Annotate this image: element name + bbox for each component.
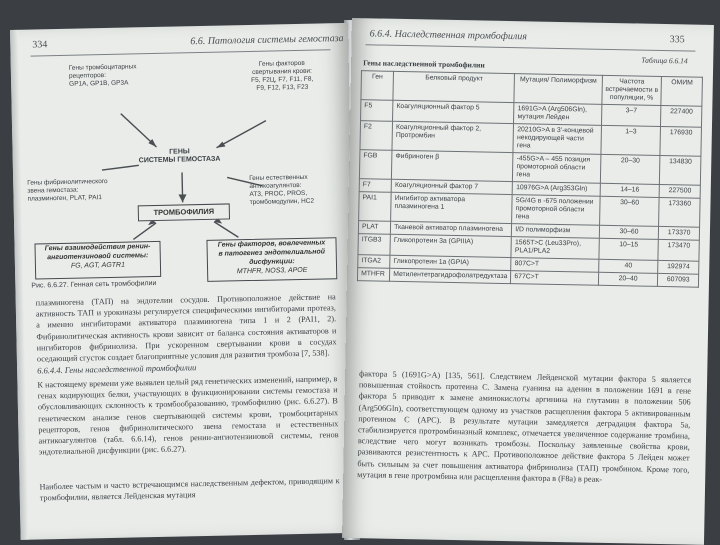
cell-mutation: 20210G>A в 3'-концевой некодирующей части гена <box>513 124 601 155</box>
fibrinolytic-genes-label: Гены фибринолитического звена гемостаза: плазминоген, PLAT, PAI1 <box>27 177 108 203</box>
cell-omim: 192974 <box>658 260 699 274</box>
cell-omim: 227500 <box>660 184 701 198</box>
cell-frequency: 30–60 <box>599 225 659 239</box>
platelet-receptor-genes-label: Гены тромбоцитарных рецепторов: GP1A, GP1B, GP3A <box>68 63 137 88</box>
cell-protein: Коагуляционный фактор 5 <box>393 100 515 123</box>
cell-omim: 134830 <box>660 155 701 185</box>
thrombophilia-gene-network-diagram <box>25 57 340 293</box>
col-header-frequency: Частота встречаемости в популяции, % <box>602 75 662 105</box>
right-page-number: 335 <box>669 34 685 46</box>
cell-omim: 173360 <box>659 197 700 227</box>
cell-omim: 173370 <box>659 226 700 240</box>
cell-mutation: I/D полиморфизм <box>512 224 600 239</box>
cell-omim: 176930 <box>660 126 701 156</box>
cell-gene: MTHFR <box>357 268 389 282</box>
cell-mutation: 807C>T <box>511 258 599 273</box>
cell-gene: F7 <box>359 179 391 193</box>
col-header-mutation: Мутация/ Полиморфизм <box>514 74 602 105</box>
cell-protein: Гликопротеин 1а (GPIA) <box>390 255 511 270</box>
cell-frequency: 20–30 <box>600 154 660 184</box>
left-running-head: 6.6. Патология системы гемостаза <box>190 33 344 48</box>
col-header-gene: Ген <box>361 71 394 101</box>
cell-gene: F2 <box>360 121 393 151</box>
cell-protein: Гликопротеин 3а (GPIIIA) <box>390 234 512 257</box>
cell-frequency: 20–40 <box>598 272 658 286</box>
left-page-number: 334 <box>32 39 48 51</box>
cell-frequency: 14–16 <box>600 183 660 197</box>
cell-protein: Коагуляционный фактор 7 <box>391 179 512 194</box>
table-title: Гены наследственной тромбофилии <box>363 58 485 70</box>
left-page <box>10 23 359 540</box>
right-page <box>342 18 714 545</box>
cell-protein: Тканевой активатор плазминогена <box>391 221 512 236</box>
renin-angiotensin-genes-box: Гены взаимодействия ренин- ангиотензиновой системы: FG, AGT, AGTR1 <box>34 241 161 280</box>
cell-gene: F5 <box>361 100 394 122</box>
figure-caption: Рис. 6.6.27. Генная сеть тромбофилии <box>31 279 157 290</box>
cell-mutation: 5G/4G в -675 положении промоторной области гена <box>512 195 600 226</box>
left-paragraph-2: К настоящему времени уже выявлен целый ряд генетических изменений, например, в генах кодирующих белки, участвующих в функционировании системы гемостаза и обусловливающих склонность к тромбообразованию, тромбофилию (рис. 6.6.27). В генетическом анализе генов свертывающей системы крови, тромбоцитарных рецепторов, генов фибринолитического звена гемостаза и естественных антикоагулянтов (табл. 6.6.14), генов ренин-ангиотензиновой системы, генов эндотелиальной дисфункции (рис. 6.6.27). <box>37 374 339 457</box>
cell-mutation: 10976G>A (Arg353Gln) <box>512 182 600 197</box>
cell-frequency: 30–60 <box>599 196 659 226</box>
hemostasis-genes-center-label: ГЕНЫ СИСТЕМЫ ГЕМОСТАЗА <box>138 148 221 165</box>
cell-protein: Коагуляционный фактор 2, Протромбин <box>392 121 514 152</box>
cell-mutation: 677C>T <box>511 271 599 286</box>
cell-omim: 607093 <box>658 273 699 287</box>
cell-frequency: 40 <box>598 259 658 273</box>
cell-protein: Ингибитор активатора плазминогена 1 <box>391 192 513 223</box>
cell-protein: Фибриноген β <box>392 150 514 181</box>
cell-gene: FGB <box>359 150 392 180</box>
cell-protein: Метилентетрагидрофолатредуктаза <box>390 268 511 283</box>
cell-gene: PAI1 <box>359 192 392 222</box>
thrombophilia-box: ТРОМБОФИЛИЯ <box>138 203 230 221</box>
cell-omim: 173470 <box>658 239 699 261</box>
cell-gene: ITGB3 <box>358 234 391 256</box>
header-rule <box>31 49 331 56</box>
cell-gene: PLAT <box>358 221 390 235</box>
cell-mutation: -455G>A – 455 позиция промоторной области гена <box>513 153 601 184</box>
right-paragraph-1: фактора 5 (1691G>A) [135, 561]. Следствием Лейденской мутации фактора 5 является повышенная стойкость протеина С. Замена гуанина на аденин в положении 1691 в гене фактора 5 приводит к замене аминокислоты аргинина на глутамин в положении 506 (Arg506Gln), соответствующем одному из участков расщепления фактора 5 активированным протеином С (АРС). В результате мутации замедляется деградация фактора 5а, стабилизируется протромбиназный комплекс, отмечается увеличенное содержание тромбина, вследствие чего могут возникать тромбозы. Поскольку заявленные свойства крови, развиваются резистентность к АРС. Противоположное действие фактора 5 Лейден может быть сильным за счет повышения активатора фибринолиза (ТАП) тромбином. Кроме того, мутация в гене протромбина или расщепления фактора в (F8a) в реак- <box>357 369 692 484</box>
cell-frequency: 1–3 <box>601 125 661 155</box>
cell-mutation: 1565T>C (Leu33Pro), PLA1/PLA2 <box>511 237 599 260</box>
cell-omim: 227400 <box>661 105 702 127</box>
left-paragraph-1: плазминогена (ТАП) на эндотелии сосудов. Противоположное действие на активность ТАП и урокиназы регулируется специфическими ингибиторами протеаз, а именно ингибиторами активатора плазминогена типа 1 и 2 (PAI1, 2). Фибринолитическая активность крови зависит от баланса состояния активаторов и ингибиторов фибринолиза. При ускоренном свертывании крови в сосудах оседающий сгусток создает благоприятные условия для развития тромбоза [7, 538]. <box>35 292 337 364</box>
table-label: Таблица 6.6.14 <box>641 55 688 66</box>
cell-frequency: 3–7 <box>601 104 661 126</box>
section-title: 6.6.4.4. Гены наследственной тромбофилии <box>37 362 197 376</box>
endothelial-dysfunction-genes-box: Гены факторов, вовлеченных в патогенез эндотелиальной дисфункции: MTHFR, NOS3, APOE <box>206 237 337 282</box>
cell-frequency: 10–15 <box>599 238 659 260</box>
natural-anticoagulant-genes-label: Гены естественных антикоагулянтов: AT3, PROC, PROS, тромбомодулин, HC2 <box>249 173 315 207</box>
header-rule <box>365 44 695 51</box>
thrombophilia-genes-table <box>357 70 703 288</box>
col-header-omim: ОМИМ <box>661 76 702 106</box>
left-paragraph-3: Наиболее частым и часто встречающимся наследственным дефектом, приводящим к тромбофилии, является Лейденская мутация <box>39 476 340 503</box>
right-running-head: 6.6.4. Наследственная тромбофилия <box>369 28 528 43</box>
cell-gene: ITGA2 <box>358 255 390 269</box>
coagulation-factor-genes-label: Гены факторов свертывания крови: F5, F2Ц, F7, F11, F8, F9, F12, F13, F23 <box>251 59 314 92</box>
col-header-protein: Белковый продукт <box>393 71 515 102</box>
cell-mutation: 1691G>A (Arg506Gln), мутация Лейден <box>514 103 602 126</box>
